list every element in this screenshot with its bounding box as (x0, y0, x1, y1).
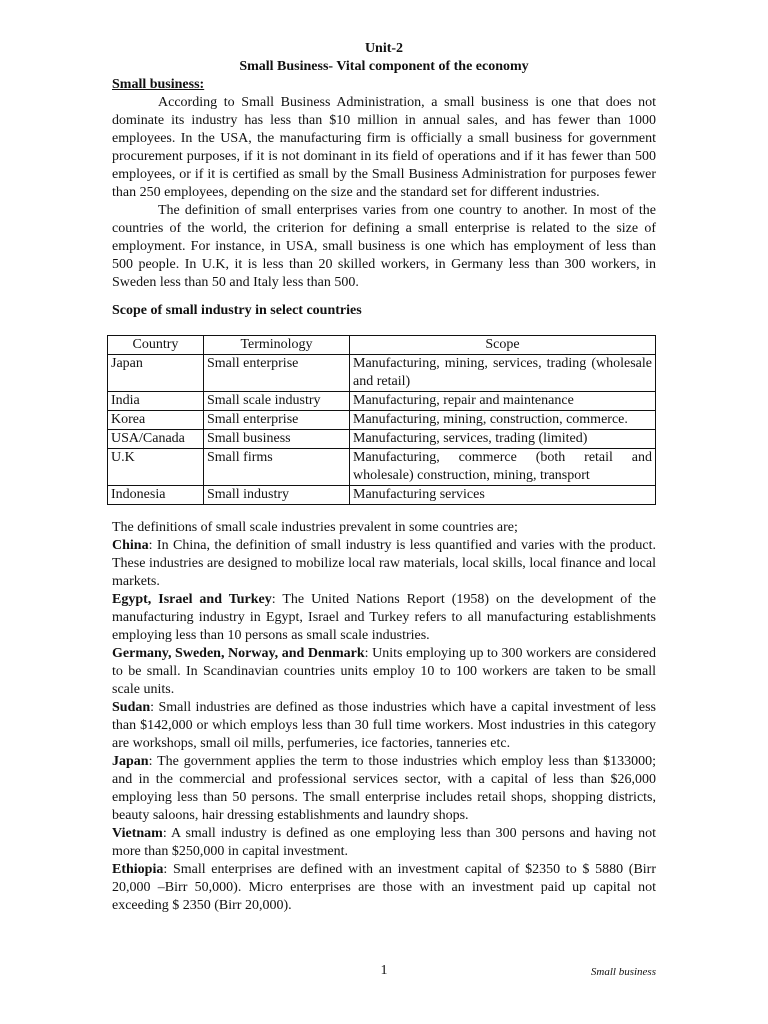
cell-country: U.K (108, 449, 204, 486)
document-content (112, 40, 656, 915)
definition-egypt-israel-turkey (112, 591, 656, 645)
table-row (108, 486, 656, 505)
cell-country: Korea (108, 411, 204, 430)
cell-terminology: Small enterprise (204, 355, 350, 392)
definition-ethiopia (112, 861, 656, 915)
scope-table (107, 335, 656, 505)
paragraph-2: The definition of small enterprises varies from one country to another. In most of the countries of the world, the criterion for defining a small enterprise is related to the size of employment. For instance, in USA, small business is one which has employment of less than 500 people. In U.K, it is less than 20 skilled workers, in Germany less than 300 workers, in Sweden less than 50 and Italy less than 500. (112, 203, 656, 290)
definition-text: : In China, the definition of small industry is less quantified and varies with the product. These industries are designed to mobilize local raw materials, local skills, local finance and local markets. (112, 538, 656, 589)
page-number: 1 (380, 963, 388, 978)
document-title: Small Business- Vital component of the economy (239, 59, 529, 74)
definition-country: Egypt, Israel and Turkey (112, 592, 272, 607)
table-row (108, 392, 656, 411)
definition-country: Ethiopia (112, 862, 164, 877)
table-title: Scope of small industry in select countries (112, 303, 362, 318)
cell-terminology: Small scale industry (204, 392, 350, 411)
definition-country: Germany, Sweden, Norway, and Denmark (112, 646, 365, 661)
table-row (108, 430, 656, 449)
definitions-intro: The definitions of small scale industries prevalent in some countries are; (112, 520, 518, 535)
cell-terminology: Small industry (204, 486, 350, 505)
column-header-terminology: Terminology (204, 336, 350, 355)
definition-country: Sudan (112, 700, 151, 715)
table-row (108, 449, 656, 486)
cell-terminology: Small firms (204, 449, 350, 486)
cell-terminology: Small enterprise (204, 411, 350, 430)
table-row (108, 355, 656, 392)
cell-scope: Manufacturing, services, trading (limited) (350, 430, 656, 449)
footer-label: Small business (590, 966, 656, 978)
cell-scope: Manufacturing, commerce (both retail and wholesale) construction, mining, transport (350, 449, 656, 486)
unit-label: Unit-2 (364, 41, 404, 56)
cell-scope: Manufacturing, mining, construction, commerce. (350, 411, 656, 430)
cell-scope: Manufacturing services (350, 486, 656, 505)
paragraph-1: According to Small Business Administration, a small business is one that does not dominate its industry has less than $10 million in annual sales, and has fewer than 1000 employees. In the USA, the manufacturing firm is officially a small business for government procurement purposes, if it is not dominant in its field of operations and if it has fewer than 500 employees, or if it is certified as small by the Small Business Administration for purposes fewer than 250 employees, depending on the size and the standard set for different industries. (112, 95, 656, 200)
column-header-scope: Scope (350, 336, 656, 355)
column-header-country: Country (108, 336, 204, 355)
cell-scope: Manufacturing, mining, services, trading (wholesale and retail) (350, 355, 656, 392)
cell-scope: Manufacturing, repair and maintenance (350, 392, 656, 411)
definition-text: : Small enterprises are defined with an investment capital of $2350 to $ 5880 (Birr 20,000 –Birr 50,000). Micro enterprises are those with an investment paid up capital not exceeding $ 2350 (Birr 20,000). (112, 862, 656, 913)
definition-vietnam (112, 825, 656, 861)
definition-germany-sweden-norway-denmark (112, 645, 656, 699)
definition-text: : The government applies the term to those industries which employ less than $133000; and in the commercial and professional services sector, with a capital of less than $26,000 employing less than 50 persons. The small enterprise includes retail shops, shopping districts, beauty saloons, hair dressing establishments and laundry shops. (112, 754, 656, 823)
definition-text: : Units employing up to 300 workers are considered to be small. In Scandinavian countries units employ 10 to 100 workers are taken to be small scale units. (112, 646, 656, 697)
cell-country: Japan (108, 355, 204, 392)
cell-country: Indonesia (108, 486, 204, 505)
table-row (108, 411, 656, 430)
definition-country: China (112, 538, 149, 553)
cell-country: India (108, 392, 204, 411)
definition-country: Japan (112, 754, 149, 769)
definition-text: : The United Nations Report (1958) on the development of the manufacturing industry in Egypt, Israel and Turkey refers to all manufacturing establishments employing less than 10 persons as small scale industries. (112, 592, 656, 643)
definition-japan (112, 753, 656, 825)
definition-sudan (112, 699, 656, 753)
definition-text: : Small industries are defined as those industries which have a capital investment of less than $142,000 or which employs less than 30 full time workers. Most industries in this category are workshops, small oil mills, perfumeries, ice factories, tanneries etc. (112, 700, 656, 751)
table-header-row (108, 336, 656, 355)
definition-country: Vietnam (112, 826, 163, 841)
definition-text: : A small industry is defined as one employing less than 300 persons and having not more than $250,000 in capital investment. (112, 826, 656, 859)
section-heading: Small business: (112, 77, 205, 92)
cell-terminology: Small business (204, 430, 350, 449)
definition-china (112, 537, 656, 591)
cell-country: USA/Canada (108, 430, 204, 449)
